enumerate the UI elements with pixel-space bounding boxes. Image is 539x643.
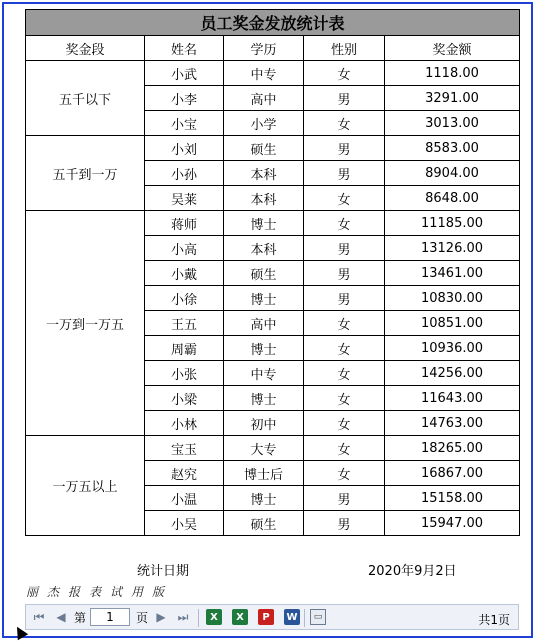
amount-cell: 14256.00 xyxy=(385,361,520,386)
amount-cell: 15947.00 xyxy=(385,511,520,536)
name-cell: 王五 xyxy=(145,311,224,336)
gender-cell: 女 xyxy=(304,336,385,361)
bonus-table xyxy=(25,9,520,536)
education-cell: 中专 xyxy=(224,61,304,86)
education-cell: 博士 xyxy=(224,286,304,311)
gender-cell: 男 xyxy=(304,261,385,286)
bonus-band-cell: 一万到一万五 xyxy=(26,211,145,436)
amount-cell: 18265.00 xyxy=(385,436,520,461)
last-page-icon[interactable]: ⏭ xyxy=(177,609,189,624)
education-cell: 高中 xyxy=(224,86,304,111)
education-cell: 博士 xyxy=(224,386,304,411)
report-footer xyxy=(25,556,519,578)
date-value: 2020年9月2日 xyxy=(368,564,457,579)
gender-cell: 女 xyxy=(304,111,385,136)
education-cell: 硕生 xyxy=(224,261,304,286)
name-cell: 小李 xyxy=(145,86,224,111)
name-cell: 赵究 xyxy=(145,461,224,486)
page-suffix: 页 xyxy=(136,610,149,625)
trial-watermark: 丽杰报表试用版 xyxy=(26,585,174,599)
amount-cell: 13461.00 xyxy=(385,261,520,286)
bonus-band-cell: 五千到一万 xyxy=(26,136,145,211)
gender-cell: 女 xyxy=(304,211,385,236)
gender-cell: 男 xyxy=(304,486,385,511)
education-cell: 中专 xyxy=(224,361,304,386)
name-cell: 吴莱 xyxy=(145,186,224,211)
education-cell: 初中 xyxy=(224,411,304,436)
education-cell: 硕生 xyxy=(224,511,304,536)
education-cell: 硕生 xyxy=(224,136,304,161)
toolbar-divider xyxy=(198,609,199,627)
total-pages: 共1页 xyxy=(478,613,510,627)
column-header: 学历 xyxy=(224,36,304,61)
amount-cell: 10851.00 xyxy=(385,311,520,336)
name-cell: 蒋师 xyxy=(145,211,224,236)
prev-page-icon[interactable]: ◀ xyxy=(56,610,66,624)
education-cell: 小学 xyxy=(224,111,304,136)
amount-cell: 10936.00 xyxy=(385,336,520,361)
name-cell: 小梁 xyxy=(145,386,224,411)
gender-cell: 男 xyxy=(304,136,385,161)
gender-cell: 女 xyxy=(304,186,385,211)
gender-cell: 女 xyxy=(304,436,385,461)
name-cell: 宝玉 xyxy=(145,436,224,461)
education-cell: 本科 xyxy=(224,161,304,186)
next-page-icon[interactable]: ▶ xyxy=(156,610,166,624)
education-cell: 博士 xyxy=(224,211,304,236)
toolbar-divider xyxy=(304,609,305,627)
education-cell: 博士后 xyxy=(224,461,304,486)
amount-cell: 13126.00 xyxy=(385,236,520,261)
table-row xyxy=(26,136,520,161)
amount-cell: 1118.00 xyxy=(385,61,520,86)
amount-cell: 10830.00 xyxy=(385,286,520,311)
report-title: 员工奖金发放统计表 xyxy=(26,10,520,36)
pdf-icon[interactable]: P xyxy=(258,609,274,625)
name-cell: 小吴 xyxy=(145,511,224,536)
amount-cell: 8904.00 xyxy=(385,161,520,186)
amount-cell: 8583.00 xyxy=(385,136,520,161)
column-header: 奖金段 xyxy=(26,36,145,61)
gender-cell: 女 xyxy=(304,461,385,486)
gender-cell: 女 xyxy=(304,61,385,86)
amount-cell: 11185.00 xyxy=(385,211,520,236)
page-number-input[interactable] xyxy=(90,608,130,626)
education-cell: 本科 xyxy=(224,236,304,261)
date-label: 统计日期 xyxy=(137,564,190,579)
table-row xyxy=(26,211,520,236)
excel-icon[interactable]: X xyxy=(232,609,248,625)
amount-cell: 3291.00 xyxy=(385,86,520,111)
name-cell: 小孙 xyxy=(145,161,224,186)
amount-cell: 15158.00 xyxy=(385,486,520,511)
table-row xyxy=(26,436,520,461)
name-cell: 小武 xyxy=(145,61,224,86)
print-icon[interactable]: ▭ xyxy=(310,609,326,625)
amount-cell: 14763.00 xyxy=(385,411,520,436)
amount-cell: 16867.00 xyxy=(385,461,520,486)
name-cell: 小宝 xyxy=(145,111,224,136)
name-cell: 小温 xyxy=(145,486,224,511)
bonus-band-cell: 一万五以上 xyxy=(26,436,145,536)
gender-cell: 女 xyxy=(304,311,385,336)
education-cell: 博士 xyxy=(224,486,304,511)
amount-cell: 3013.00 xyxy=(385,111,520,136)
name-cell: 小刘 xyxy=(145,136,224,161)
gender-cell: 男 xyxy=(304,161,385,186)
name-cell: 小戴 xyxy=(145,261,224,286)
education-cell: 大专 xyxy=(224,436,304,461)
gender-cell: 女 xyxy=(304,411,385,436)
bonus-band-cell: 五千以下 xyxy=(26,61,145,136)
gender-cell: 女 xyxy=(304,386,385,411)
gender-cell: 男 xyxy=(304,236,385,261)
column-header: 奖金额 xyxy=(385,36,520,61)
education-cell: 高中 xyxy=(224,311,304,336)
excel-icon[interactable]: X xyxy=(206,609,222,625)
name-cell: 周霸 xyxy=(145,336,224,361)
first-page-icon[interactable]: ⏮ xyxy=(33,609,45,624)
page-prefix: 第 xyxy=(74,610,87,625)
amount-cell: 8648.00 xyxy=(385,186,520,211)
column-header: 姓名 xyxy=(145,36,224,61)
amount-cell: 11643.00 xyxy=(385,386,520,411)
gender-cell: 女 xyxy=(304,361,385,386)
gender-cell: 男 xyxy=(304,286,385,311)
name-cell: 小徐 xyxy=(145,286,224,311)
gender-cell: 男 xyxy=(304,86,385,111)
education-cell: 博士 xyxy=(224,336,304,361)
report-toolbar xyxy=(25,604,519,630)
gender-cell: 男 xyxy=(304,511,385,536)
word-icon[interactable]: W xyxy=(284,609,300,625)
name-cell: 小林 xyxy=(145,411,224,436)
education-cell: 本科 xyxy=(224,186,304,211)
name-cell: 小张 xyxy=(145,361,224,386)
column-header: 性别 xyxy=(304,36,385,61)
table-row xyxy=(26,61,520,86)
name-cell: 小高 xyxy=(145,236,224,261)
